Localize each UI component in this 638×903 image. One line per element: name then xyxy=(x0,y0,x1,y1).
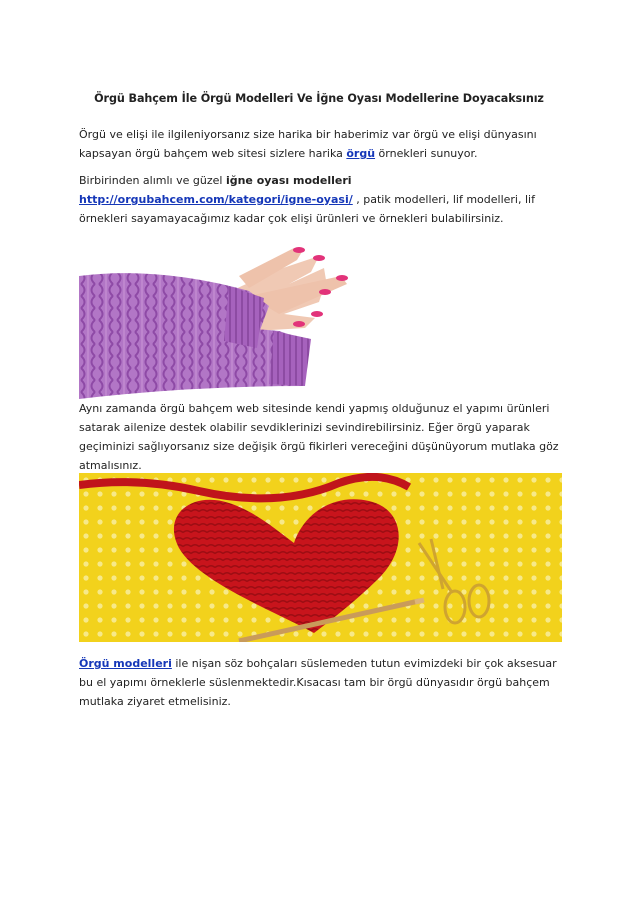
paragraph-satis: Aynı zamanda örgü bahçem web sitesinde kendi yapmış olduğunuz el yapımı ürünleri satarak ailenize destek olabilir sevdiklerinizi sevindirebilirsiniz. Eğer örgü yaparak geçiminizi sağlıyorsanız size değişik örgü fikirleri vereceğini düşünüyorum mutlaka göz atmalısınız. xyxy=(79,402,559,472)
heart-photo xyxy=(79,473,562,642)
paragraph-modeller xyxy=(79,654,559,711)
intro-text: Örgü ve elişi ile ilgileniyorsanız size harika bir haberimiz var örgü ve elişi dünyasını kapsayan örgü bahçem web sitesi sizlere harika xyxy=(79,128,537,160)
modeller-text: ile nişan söz bohçaları süslemeden tutun evimizdeki bir çok aksesuar bu el yapımı örneklerle süslenmektedir.Kısacası tam bir örgü dünyasıdır örgü bahçem mutlaka ziyaret etmelisiniz. xyxy=(79,657,557,708)
gloves-photo xyxy=(79,236,388,399)
link-orgu[interactable]: örgü xyxy=(346,147,376,160)
document-title: Örgü Bahçem İle Örgü Modelleri Ve İğne Oyası Modellerine Doyacaksınız xyxy=(94,92,544,105)
paragraph-intro xyxy=(79,125,559,163)
intro-text-end: örnekleri sunuyor. xyxy=(375,147,478,160)
igne-text: Birbirinden alımlı ve güzel xyxy=(79,174,226,187)
igne-oyasi-bold: iğne oyası modelleri xyxy=(225,174,352,187)
igne-text-end: , patik modelleri, lif modelleri, lif örnekleri sayamayacağımız kadar çok elişi ürünleri ve örnekleri bulabilirsiniz. xyxy=(79,193,535,225)
link-igne-oyasi-url[interactable]: http://orgubahcem.com/kategori/igne-oyasi/ xyxy=(79,193,353,206)
link-orgu-modelleri[interactable]: Örgü modelleri xyxy=(79,657,172,670)
paragraph-igne-oyasi xyxy=(79,171,559,228)
